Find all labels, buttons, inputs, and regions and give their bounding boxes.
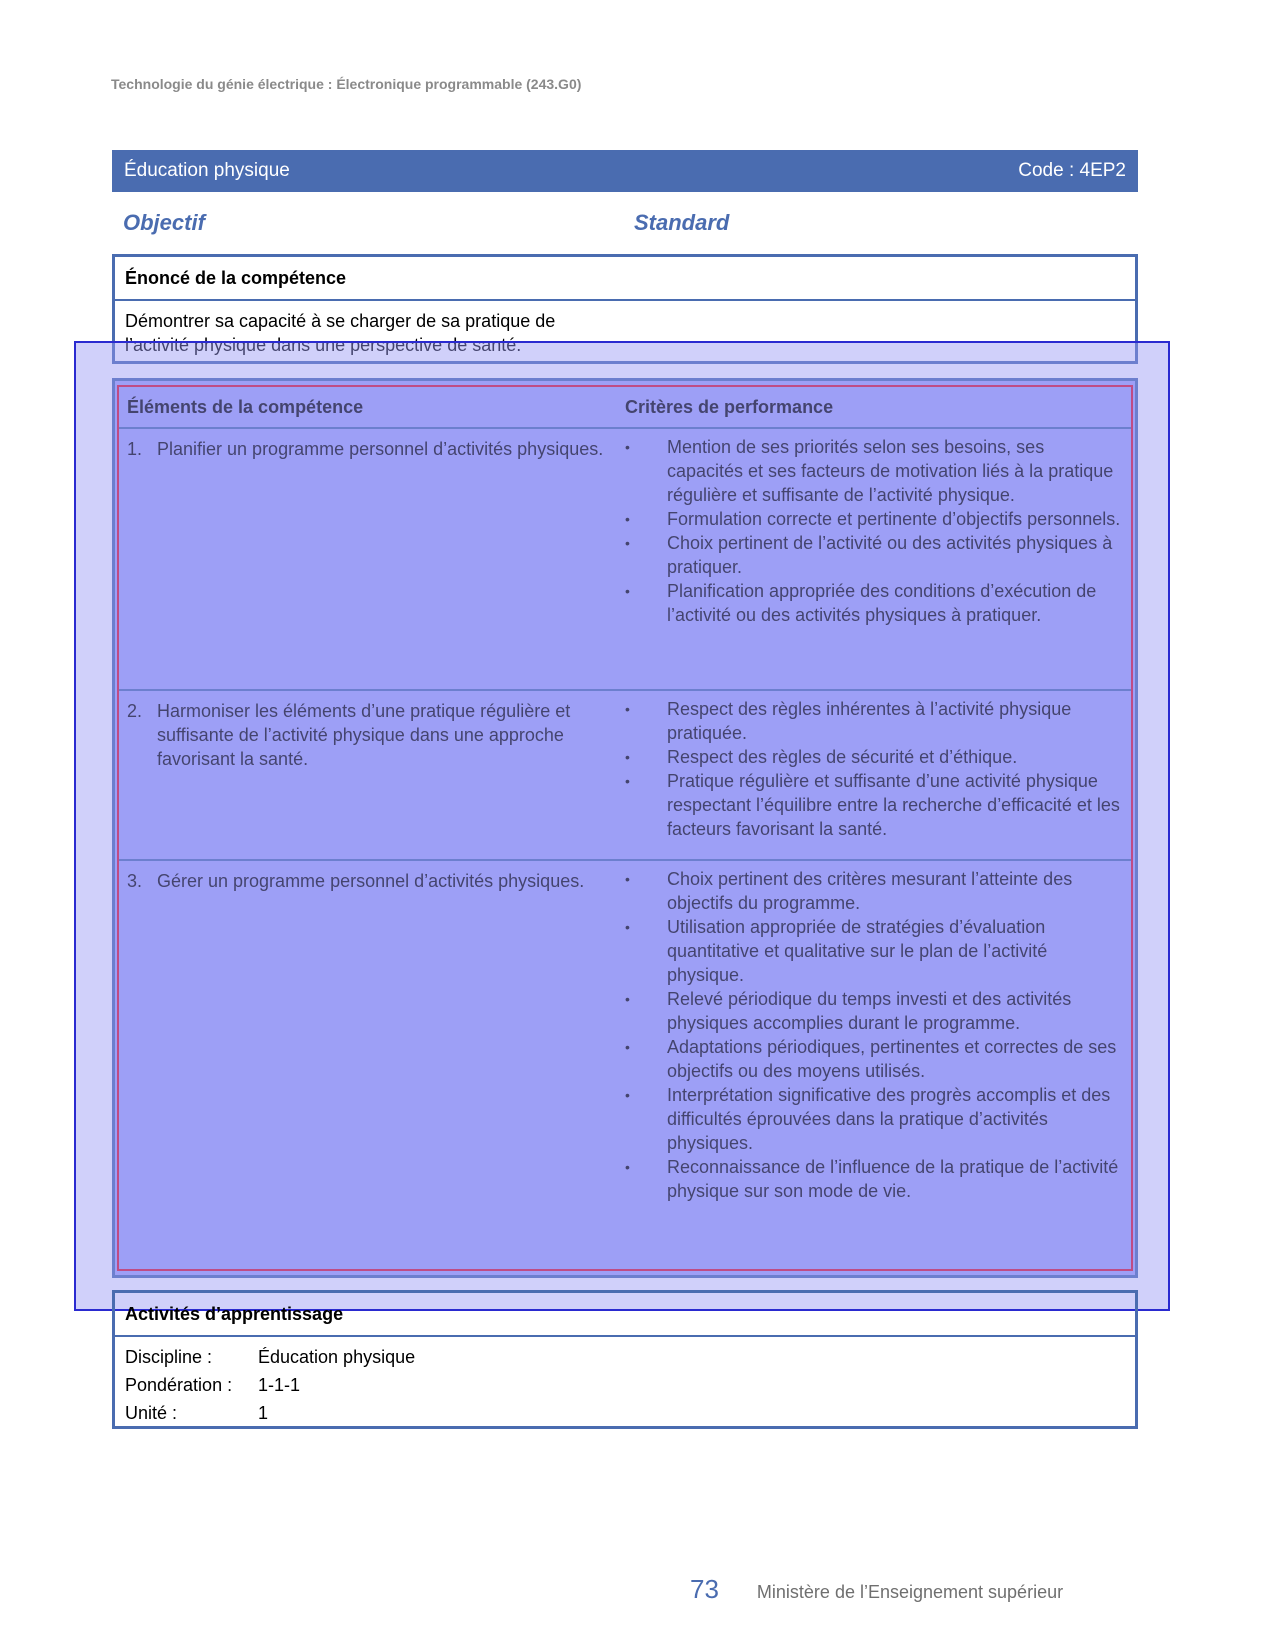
activites-value: 1-1-1 [258, 1375, 301, 1395]
element-row [119, 429, 1131, 691]
activites-box [112, 1290, 1138, 1429]
bullet-icon: • [625, 1039, 630, 1055]
objectif-label: Objectif [123, 210, 205, 235]
bullet-icon: • [625, 1159, 630, 1175]
bullet-icon: • [625, 871, 630, 887]
elements-table [112, 378, 1138, 1278]
course-title: Éducation physique [124, 160, 290, 181]
standard-label: Standard [634, 210, 730, 235]
course-title-bar [112, 150, 1138, 192]
criterion: • Mention de ses priorités selon ses besoins, ses capacités et ses facteurs de motivation liés à la pratique régulière et suffisante de l’activité physique. [625, 437, 1114, 505]
activites-value: 1 [258, 1403, 269, 1423]
enonce-heading: Énoncé de la compétence [115, 257, 1135, 301]
bullet-icon: • [625, 1087, 630, 1103]
ministry-name: Ministère de l’Enseignement supérieur [756, 1582, 1064, 1602]
activites-row [125, 1399, 1125, 1427]
activites-row [125, 1343, 1125, 1371]
activites-label: Discipline : [125, 1347, 213, 1367]
criterion: • Utilisation appropriée de stratégies d’évaluation quantitative et qualitative sur le plan de l’activité physique. [625, 917, 1048, 985]
element-row [119, 861, 1131, 1261]
bullet-icon: • [625, 439, 630, 455]
criterion: • Interprétation significative des progrès accomplis et des difficultés éprouvées dans la pratique d’activités physiques. [625, 1085, 1111, 1153]
bullet-icon: • [625, 535, 630, 551]
activites-row [125, 1371, 1125, 1399]
enonce-text: Démontrer sa capacité à se charger de sa pratique de l’activité physique dans une perspective de santé. [125, 311, 556, 355]
criterion: • Choix pertinent de l’activité ou des activités physiques à pratiquer. [625, 533, 1113, 577]
bullet-icon: • [625, 773, 630, 789]
bullet-icon: • [625, 511, 630, 527]
elements-heading: Éléments de la compétence [127, 396, 364, 417]
page-number: 73 [690, 1574, 719, 1604]
criterion: • Reconnaissance de l’influence de la pratique de l’activité physique sur son mode de vie. [625, 1157, 1119, 1201]
page-footer [690, 1574, 1063, 1605]
criteria-heading: Critères de performance [625, 396, 834, 417]
criterion: • Respect des règles inhérentes à l’activité physique pratiquée. [625, 699, 1072, 743]
element-text: Planifier un programme personnel d’activités physiques. [157, 439, 604, 459]
bullet-icon: • [625, 919, 630, 935]
criterion: • Adaptations périodiques, pertinentes et correctes de ses objectifs ou des moyens utilisés. [625, 1037, 1117, 1081]
element-number: 2. [127, 701, 143, 721]
activites-heading: Activités d’apprentissage [115, 1293, 1135, 1337]
element-number: 1. [127, 439, 143, 459]
course-code: Code : 4EP2 [1018, 160, 1126, 181]
criterion: • Respect des règles de sécurité et d’éthique. [625, 747, 1018, 767]
element-row [119, 691, 1131, 861]
enonce-box [112, 254, 1138, 364]
criterion: • Relevé périodique du temps investi et des activités physiques accomplies durant le programme. [625, 989, 1072, 1033]
running-head: Technologie du génie électrique : Électronique programmable (243.G0) [111, 76, 582, 92]
elements-inner [117, 385, 1133, 1271]
criterion: • Choix pertinent des critères mesurant l’atteinte des objectifs du programme. [625, 869, 1073, 913]
bullet-icon: • [625, 991, 630, 1007]
criterion: • Formulation correcte et pertinente d’objectifs personnels. [625, 509, 1121, 529]
bullet-icon: • [625, 701, 630, 717]
criterion: • Planification appropriée des conditions d’exécution de l’activité ou des activités physiques à pratiquer. [625, 581, 1097, 625]
elements-header [119, 387, 1131, 429]
activites-label: Unité : [125, 1403, 178, 1423]
activites-label: Pondération : [125, 1375, 233, 1395]
element-number: 3. [127, 871, 143, 891]
bullet-icon: • [625, 749, 630, 765]
criterion: • Pratique régulière et suffisante d’une activité physique respectant l’équilibre entre la recherche d’efficacité et les facteurs favorisant la santé. [625, 771, 1120, 839]
element-text: Gérer un programme personnel d’activités physiques. [157, 871, 585, 891]
activites-value: Éducation physique [258, 1347, 416, 1367]
bullet-icon: • [625, 583, 630, 599]
element-text: Harmoniser les éléments d’une pratique régulière et suffisante de l’activité physique dans une approche favorisant la santé. [157, 701, 571, 769]
